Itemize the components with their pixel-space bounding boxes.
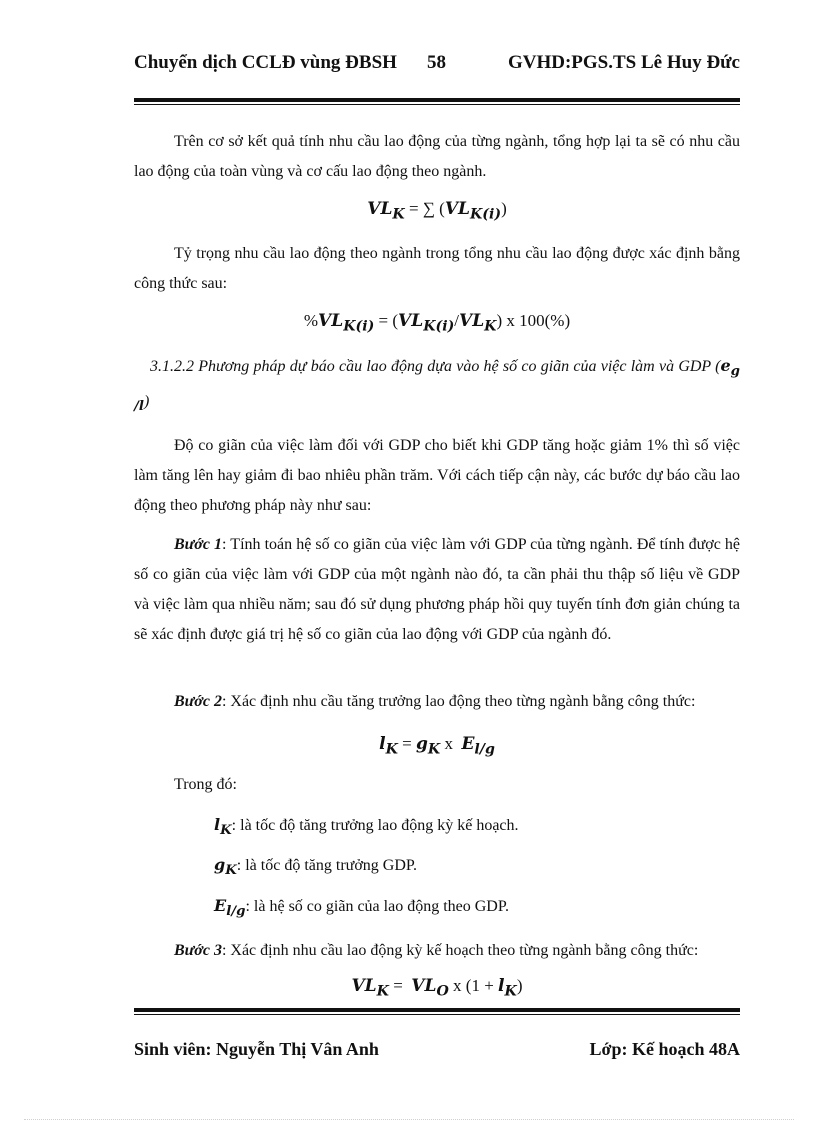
step-3	[134, 936, 740, 966]
where-label: Trong đó:	[174, 776, 237, 793]
header-advisor: GVHD:PGS.TS Lê Huy Đức	[507, 52, 740, 73]
step-1	[134, 530, 740, 650]
paragraph-summary: Trên cơ sở kết quả tính nhu cầu lao động của từng ngành, tổng hợp lại ta sẽ có nhu cầu lao động của toàn vùng và cơ cấu lao động theo ngành.	[134, 133, 740, 180]
step-2	[134, 687, 740, 717]
definition-gk: $g_K$: là tốc độ tăng trưởng GDP.	[214, 855, 418, 879]
formula-total-demand: $VL_K$ = ∑ $(VL_{K(i)})$	[367, 199, 507, 223]
definition-elg: $E_{l/g}$: là hệ số co giãn của lao động theo GDP.	[214, 896, 509, 920]
formula-plan-demand: $VL_K = VL_O$ x $(1 + l_K)$	[351, 976, 523, 1000]
footer-student: Sinh viên: Nguyễn Thị Vân Anh	[134, 1039, 379, 1059]
page-number: 58	[427, 52, 446, 73]
step-3-label: Bước 3	[174, 942, 222, 959]
definition-lk: $l_K$: là tốc độ tăng trưởng lao động kỳ kế hoạch.	[214, 815, 519, 839]
paragraph-share: Tỷ trọng nhu cầu lao động theo ngành trong tổng nhu cầu lao động được xác định bằng công thức sau:	[134, 245, 740, 292]
paragraph-elasticity: Độ co giãn của việc làm đối với GDP cho biết khi GDP tăng hoặc giảm 1% thì số việc làm tăng lên hay giảm đi bao nhiêu phần trăm. Với cách tiếp cận này, các bước dự báo cầu lao động theo phương pháp này như sau:	[134, 437, 740, 514]
page-edge-divider	[24, 1119, 794, 1120]
section-heading: 3.1.2.2 Phương pháp dự báo cầu lao động dựa vào hệ số co giãn của việc làm và GDP $(e_{g /l})$	[134, 356, 740, 415]
footer-rule	[134, 1008, 740, 1015]
step-2-text: : Xác định nhu cầu tăng trưởng lao động theo từng ngành bằng công thức:	[221, 693, 696, 710]
step-3-text: : Xác định nhu cầu lao động kỳ kế hoạch theo từng ngành bằng công thức:	[221, 942, 699, 959]
step-1-label: Bước 1	[174, 536, 223, 553]
header-rule	[134, 98, 740, 105]
header-title: Chuyển dịch CCLĐ vùng ĐBSH	[134, 52, 397, 73]
formula-growth: $l_K = g_K$ x $E_{l/g}$	[379, 734, 495, 758]
footer-class: Lớp: Kế hoạch 48A	[589, 1039, 740, 1059]
step-2-label: Bước 2	[174, 693, 222, 710]
page-header	[134, 52, 740, 80]
formula-share: $\%VL_{K(i)} = (VL_{K(i)}/VL_K)$ x 100(%)	[303, 311, 571, 335]
step-1-text: : Tính toán hệ số co giãn của việc làm với GDP của từng ngành. Để tính được hệ số co giãn của việc làm với GDP của một ngành nào đó, ta cần phải thu thập số liệu về GDP và việc làm qua nhiều năm; sau đó sử dụng phương pháp hồi quy tuyến tính đơn giản chúng ta sẽ xác định được giá trị hệ số co giãn của lao động với GDP của ngành đó.	[134, 536, 740, 643]
